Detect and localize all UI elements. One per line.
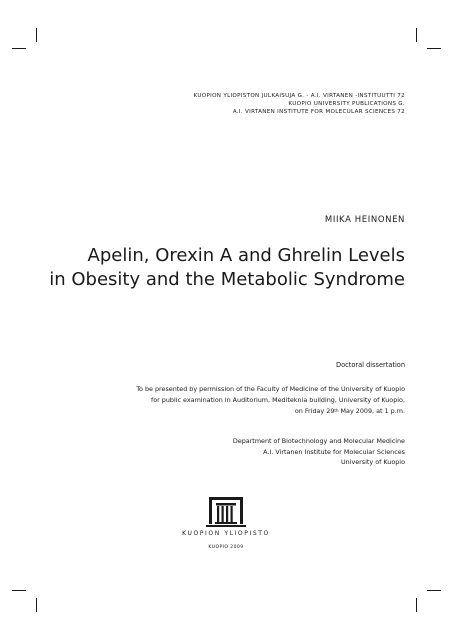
- presentation-line: To be presented by permission of the Faculty of Medicine of the University of Kuopio: [136, 385, 405, 393]
- dissertation-type: Doctoral dissertation: [336, 361, 405, 369]
- document-title: [25, 244, 405, 292]
- series-line: KUOPIO UNIVERSITY PUBLICATIONS G.: [288, 101, 405, 107]
- department-line: University of Kuopio: [340, 458, 405, 466]
- title-line: Apelin, Orexin A and Ghrelin Levels: [87, 245, 405, 266]
- presentation-notice: [25, 384, 405, 417]
- department-block: [105, 436, 405, 468]
- crop-mark-top-left: [12, 48, 26, 49]
- department-line: Department of Biotechnology and Molecular Medicine: [232, 437, 405, 445]
- crop-mark-top-right: [416, 28, 417, 42]
- crop-mark-bottom-right: [416, 598, 417, 612]
- presentation-line: for public examination in Auditorium, Mediteknia building, University of Kuopio,: [150, 396, 405, 404]
- university-logo: [176, 497, 276, 537]
- logo-text: KUOPION YLIOPISTO: [182, 530, 270, 537]
- place-year: KUOPIO 2009: [208, 545, 244, 550]
- crop-mark-bottom-right: [427, 590, 441, 591]
- presentation-line: [25, 406, 405, 417]
- series-line: KUOPION YLIOPISTON JULKAISUJA G. - A.I. VIRTANEN -INSTITUUTTI 72: [193, 93, 405, 99]
- presentation-date-text: May 2009, at 1 p.m.: [338, 407, 405, 415]
- series-line: A.I. VIRTANEN INSTITUTE FOR MOLECULAR SCIENCES 72: [232, 109, 405, 115]
- crop-mark-bottom-left: [36, 598, 37, 612]
- crop-mark-top-left: [36, 28, 37, 42]
- university-building-icon: [206, 497, 246, 527]
- series-header: [85, 92, 405, 116]
- crop-mark-bottom-left: [12, 590, 26, 591]
- author-name: MIIKA HEINONEN: [324, 215, 405, 225]
- presentation-date-text: on Friday 29: [294, 407, 335, 415]
- crop-mark-top-right: [427, 48, 441, 49]
- title-line: in Obesity and the Metabolic Syndrome: [49, 269, 405, 290]
- department-line: A.I. Virtanen Institute for Molecular Sciences: [263, 447, 405, 456]
- ordinal-suffix: th: [334, 408, 339, 413]
